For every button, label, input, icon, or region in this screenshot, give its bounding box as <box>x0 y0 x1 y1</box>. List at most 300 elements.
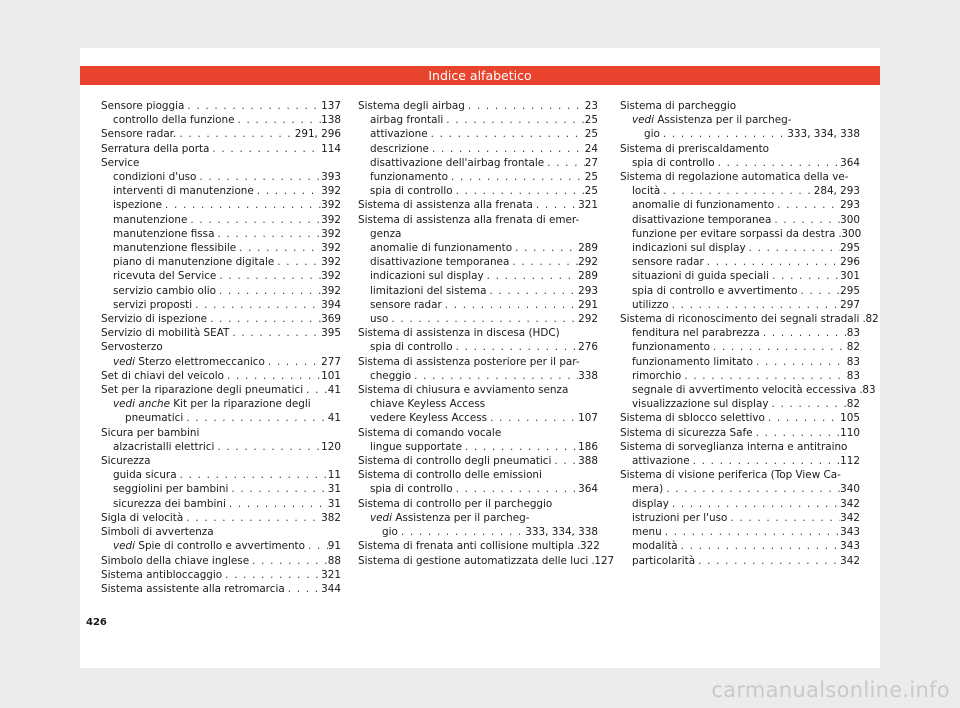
index-entry <box>358 482 598 496</box>
leader-dots <box>226 497 328 511</box>
index-entry-label <box>632 269 769 283</box>
index-entry-label <box>370 241 512 255</box>
index-entry-text: limitazioni del sistema <box>370 284 487 297</box>
index-entry-label <box>370 142 429 156</box>
index-entry-page: 83 <box>862 384 876 397</box>
see-reference: vedi anche <box>113 398 170 411</box>
index-entry-label <box>113 482 228 496</box>
leader-dots <box>678 539 840 553</box>
index-entry-label <box>620 468 841 482</box>
index-entry <box>101 198 341 212</box>
see-reference: vedi <box>370 511 393 524</box>
watermark-text: carmanualsonline.info <box>711 678 950 702</box>
index-entry-page: 41 <box>327 384 341 397</box>
leader-dots <box>411 369 578 383</box>
index-entry-label <box>113 198 162 212</box>
index-entry-text: Set di chiavi del veicolo <box>101 369 224 382</box>
index-entry-text: funzionamento <box>632 341 711 354</box>
leader-dots <box>254 184 321 198</box>
index-entry <box>101 227 341 241</box>
index-entry-page: 11 <box>327 469 341 482</box>
see-reference: vedi <box>113 355 136 368</box>
index-entry-page: 343 <box>840 540 860 553</box>
index-entry-page: 333, 334, 338 <box>787 128 860 141</box>
leader-dots <box>162 198 321 212</box>
index-entry-text: lingue supportate <box>370 440 462 453</box>
index-entry <box>358 241 598 255</box>
leader-dots <box>216 269 321 283</box>
index-entry-page: 364 <box>578 483 598 496</box>
index-entry-label <box>113 241 236 255</box>
index-entry <box>620 369 860 383</box>
leader-dots <box>216 284 321 298</box>
index-entry-text: spia di controllo <box>632 156 715 169</box>
index-entry-label <box>358 468 542 482</box>
index-entry-text: mera) <box>632 483 664 496</box>
index-entry-label <box>620 440 847 454</box>
index-entry-label <box>358 539 574 553</box>
index-entry-text: fenditura nel parabrezza <box>632 327 760 340</box>
index-entry-text: Assistenza per il parcheg- <box>395 511 530 524</box>
index-entry <box>358 340 598 354</box>
index-entry-label <box>358 497 552 511</box>
index-entry-label <box>632 241 746 255</box>
index-entry-label <box>358 383 568 397</box>
leader-dots <box>184 99 321 113</box>
index-entry <box>101 99 341 113</box>
index-column-1 <box>101 99 341 596</box>
index-entry <box>620 525 860 539</box>
index-entry-page: 25 <box>584 185 598 198</box>
index-entry <box>101 113 341 127</box>
index-entry <box>358 539 598 553</box>
index-entry-text: servizi proposti <box>113 298 193 311</box>
index-entry-text: display <box>632 497 669 510</box>
index-entry-label <box>101 99 184 113</box>
index-entry-text: istruzioni per l'uso <box>632 511 728 524</box>
leader-dots <box>533 198 578 212</box>
index-entry-label <box>101 156 139 170</box>
manual-page <box>80 48 880 668</box>
index-entry <box>358 113 598 127</box>
index-entry <box>101 582 341 596</box>
index-entry-label <box>113 355 265 369</box>
index-entry-page: 293 <box>840 199 860 212</box>
index-entry <box>358 156 598 170</box>
index-entry-text: Kit per la riparazione degli <box>173 398 311 411</box>
index-entry <box>101 298 341 312</box>
leader-dots <box>487 284 579 298</box>
index-entry-page: 392 <box>321 256 341 269</box>
index-entry-text: disattivazione dell'airbag frontale <box>370 156 545 169</box>
leader-dots <box>771 213 840 227</box>
index-entry <box>620 326 860 340</box>
index-entry-page: 295 <box>840 284 860 297</box>
leader-dots <box>660 127 787 141</box>
index-entry-label <box>620 170 849 184</box>
index-entry <box>358 454 598 468</box>
index-entry <box>358 284 598 298</box>
index-entry-page: 321 <box>578 199 598 212</box>
index-entry-text: Sistema assistente alla retromarcia <box>101 582 285 595</box>
leader-dots <box>774 198 840 212</box>
index-entry <box>101 340 341 354</box>
index-entry <box>358 411 598 425</box>
index-entry-text: Sigla di velocità <box>101 511 184 524</box>
index-entry-text: Assistenza per il parcheg- <box>657 114 792 127</box>
index-entry <box>620 312 879 326</box>
index-entry-page: 138 <box>321 114 341 127</box>
leader-dots <box>222 568 321 582</box>
index-entry <box>358 554 615 568</box>
index-entry-label <box>632 255 704 269</box>
index-entry-label <box>113 213 187 227</box>
index-entry-page: 82 <box>846 341 860 354</box>
index-entry-text: servizio cambio olio <box>113 284 216 297</box>
index-entry-label <box>101 142 209 156</box>
index-entry-label <box>358 554 588 568</box>
index-entry-label <box>382 525 398 539</box>
index-entry-page: 392 <box>321 213 341 226</box>
index-entry-label <box>125 411 183 425</box>
index-entry-page: 289 <box>578 242 598 255</box>
index-entry-page: 24 <box>584 142 598 155</box>
leader-dots <box>192 298 321 312</box>
index-entry <box>620 340 860 354</box>
index-entry-page: 392 <box>321 199 341 212</box>
leader-dots <box>448 170 585 184</box>
index-entry-text: sensore radar <box>370 298 442 311</box>
index-entry-label <box>632 369 681 383</box>
leader-dots <box>274 255 321 269</box>
index-entry <box>101 440 341 454</box>
index-entry-text: visualizzazione sul display <box>632 398 769 411</box>
index-entry-page: 393 <box>321 171 341 184</box>
index-entry-label <box>370 312 388 326</box>
index-entry-page: 82 <box>846 398 860 411</box>
leader-dots <box>715 156 841 170</box>
index-entry <box>358 99 598 113</box>
index-entry-text: Servosterzo <box>101 341 163 354</box>
index-entry-label <box>358 454 551 468</box>
index-entry-page: 395 <box>321 327 341 340</box>
index-entry-text: Sistema di comando vocale <box>358 426 502 439</box>
leader-dots <box>428 127 585 141</box>
leader-dots <box>214 227 321 241</box>
index-entry-page: 392 <box>321 270 341 283</box>
index-entry <box>620 184 860 198</box>
leader-dots <box>484 269 579 283</box>
index-entry-page: 364 <box>840 156 860 169</box>
index-entry-text: ispezione <box>113 199 162 212</box>
leader-dots <box>727 511 840 525</box>
index-entry-label <box>113 255 274 269</box>
index-entry <box>620 440 860 454</box>
index-entry-text: attivazione <box>632 455 690 468</box>
index-entry-label <box>370 170 448 184</box>
index-entry-label <box>358 99 465 113</box>
index-entry-label <box>632 113 791 127</box>
index-entry <box>101 454 341 468</box>
index-entry-label <box>632 284 797 298</box>
index-entry <box>620 227 860 241</box>
index-entry <box>358 255 598 269</box>
index-entry <box>101 482 341 496</box>
index-entry-text: seggiolini per bambini <box>113 483 229 496</box>
index-entry-text: Sicurezza <box>101 455 151 468</box>
index-entry-label <box>370 156 544 170</box>
index-entry-label <box>101 369 224 383</box>
index-entry <box>620 411 860 425</box>
leader-dots <box>669 298 841 312</box>
index-entry-label <box>358 355 580 369</box>
index-entry <box>101 411 341 425</box>
index-entry-page: 292 <box>578 313 598 326</box>
index-entry-page: 127 <box>594 554 615 567</box>
leader-dots <box>760 326 847 340</box>
index-entry-text: anomalie di funzionamento <box>370 242 513 255</box>
index-entry-text: attivazione <box>370 128 428 141</box>
index-entry-page: 343 <box>840 526 860 539</box>
index-entry <box>101 213 341 227</box>
index-entry-text: Sistema di chiusura e avviamento senza <box>358 384 569 397</box>
leader-dots <box>487 411 578 425</box>
index-entry <box>620 241 860 255</box>
index-entry <box>101 241 341 255</box>
index-entry-text: Sistema di assistenza posteriore per il par- <box>358 355 580 368</box>
leader-dots <box>305 539 328 553</box>
index-entry-label <box>370 284 487 298</box>
index-entry-page: 27 <box>584 156 598 169</box>
index-entry <box>620 255 860 269</box>
index-entry-text: anomalie di funzionamento <box>632 199 775 212</box>
index-entry-text: Sistema degli airbag <box>358 100 465 112</box>
leader-dots <box>663 482 840 496</box>
index-entry <box>101 539 341 553</box>
index-entry <box>358 440 598 454</box>
leader-dots <box>704 255 840 269</box>
leader-dots <box>235 113 322 127</box>
leader-dots <box>183 411 328 425</box>
index-entry <box>358 511 598 525</box>
index-entry-text: segnale di avvertimento velocità eccessiva <box>632 384 857 397</box>
index-entry <box>358 298 598 312</box>
index-entry-label <box>620 142 769 156</box>
index-entry-page: 31 <box>327 483 341 496</box>
index-entry-text: particolarità <box>632 554 696 567</box>
index-entry-text: Sistema di controllo delle emissioni <box>358 469 542 482</box>
index-entry <box>620 213 860 227</box>
index-entry-page: 120 <box>321 440 341 453</box>
index-entry-page: 392 <box>321 185 341 198</box>
leader-dots <box>660 184 813 198</box>
index-entry-page: 83 <box>846 355 860 368</box>
index-entry <box>620 355 860 369</box>
leader-dots <box>388 312 578 326</box>
index-entry-label <box>370 440 462 454</box>
index-entry-label <box>370 127 428 141</box>
index-entry-text: Spie di controllo e avvertimento <box>138 540 305 553</box>
leader-dots <box>196 170 321 184</box>
index-entry-label <box>632 482 663 496</box>
leader-dots <box>769 269 840 283</box>
index-entry-page: 88 <box>327 554 341 567</box>
index-entry-text: Sistema di riconoscimento dei segnali stradali <box>620 313 860 326</box>
index-entry-label <box>113 468 177 482</box>
index-entry-page: 82 <box>865 313 879 326</box>
index-entry <box>101 127 341 141</box>
index-entry <box>101 426 341 440</box>
index-entry <box>620 198 860 212</box>
index-entry-label <box>632 340 710 354</box>
index-entry <box>101 497 341 511</box>
section-header-bar <box>80 66 880 85</box>
index-entry <box>358 383 598 397</box>
index-entry-text: Simboli di avvertenza <box>101 526 214 539</box>
index-entry-text: spia di controllo <box>370 483 453 496</box>
index-entry-text: Serratura della porta <box>101 142 210 155</box>
index-entry-text: piano di manutenzione digitale <box>113 256 275 269</box>
leader-dots <box>753 426 841 440</box>
index-entry <box>358 497 598 511</box>
index-entry-text: vedere Keyless Access <box>370 412 488 425</box>
index-entry-page: 105 <box>840 412 860 425</box>
index-entry-text: Sterzo elettromeccanico <box>138 355 265 368</box>
index-entry-page: 107 <box>578 412 598 425</box>
index-entry-text: Sistema di preriscaldamento <box>620 142 770 155</box>
index-entry <box>101 255 341 269</box>
index-entry-text: Servizio di mobilità SEAT <box>101 327 230 340</box>
leader-dots <box>443 113 585 127</box>
leader-dots <box>462 440 578 454</box>
index-entry <box>620 99 860 113</box>
index-entry <box>101 355 341 369</box>
index-entry-label <box>113 497 226 511</box>
index-entry-label <box>632 156 715 170</box>
index-entry-text: Sistema di assistenza alla frenata <box>358 199 533 212</box>
leader-dots <box>187 213 321 227</box>
index-entry <box>101 568 341 582</box>
index-entry-text: Servizio di ispezione <box>101 313 208 326</box>
index-entry-page: 342 <box>840 554 860 567</box>
index-entry-page: 296 <box>840 256 860 269</box>
index-entry-label <box>101 312 207 326</box>
index-entry-label <box>370 113 443 127</box>
index-entry-text: Sicura per bambini <box>101 426 200 439</box>
leader-dots <box>669 497 840 511</box>
index-entry-page: 110 <box>840 426 860 439</box>
index-entry <box>101 184 341 198</box>
index-entry-page: 300 <box>840 213 860 226</box>
index-entry-text: spia di controllo e avvertimento <box>632 284 798 297</box>
index-entry-label <box>632 511 727 525</box>
index-entry-page: 338 <box>578 369 598 382</box>
index-entry-text: condizioni d'uso <box>113 171 197 184</box>
index-entry-label <box>358 213 579 227</box>
index-entry-text: Sistema antibloccaggio <box>101 568 223 581</box>
leader-dots <box>453 482 579 496</box>
leader-dots <box>429 142 585 156</box>
leader-dots <box>769 397 847 411</box>
index-entry-text: locità <box>632 185 661 198</box>
index-entry <box>101 397 341 411</box>
index-entry-page: 91 <box>327 540 341 553</box>
leader-dots <box>753 355 847 369</box>
leader-dots <box>303 383 328 397</box>
index-entry-text: manutenzione fissa <box>113 227 215 240</box>
index-entry <box>101 170 341 184</box>
leader-dots <box>765 411 840 425</box>
index-entry-page: 392 <box>321 284 341 297</box>
index-entry-page: 83 <box>846 327 860 340</box>
leader-dots <box>690 454 841 468</box>
index-entry-page: 83 <box>846 369 860 382</box>
index-entry <box>101 468 341 482</box>
index-entry <box>358 127 598 141</box>
index-entry <box>358 184 598 198</box>
index-entry <box>358 269 598 283</box>
index-entry <box>358 525 598 539</box>
index-entry <box>620 482 860 496</box>
see-reference: vedi <box>113 540 136 553</box>
index-entry-page: 392 <box>321 227 341 240</box>
leader-dots <box>797 284 840 298</box>
index-entry-label <box>370 511 529 525</box>
index-entry-label <box>101 525 214 539</box>
index-entry-text: sicurezza dei bambini <box>113 497 226 510</box>
index-entry-label <box>101 426 199 440</box>
index-entry-label <box>370 298 442 312</box>
index-entry-text: Sistema di assistenza in discesa (HDC) <box>358 327 560 340</box>
index-entry-text: airbag frontali <box>370 114 444 127</box>
index-entry-text: indicazioni sul display <box>370 270 484 283</box>
index-entry-label <box>644 127 660 141</box>
index-entry-label <box>370 227 401 241</box>
index-entry-page: 101 <box>321 369 341 382</box>
index-entry-label <box>620 411 765 425</box>
index-entry-text: genza <box>370 227 402 240</box>
index-entry-label <box>113 170 196 184</box>
index-entry-text: Sistema di frenata anti collisione multipla <box>358 540 575 553</box>
index-entry-label <box>101 554 249 568</box>
index-entry-label <box>632 539 678 553</box>
index-entry-label <box>370 184 453 198</box>
index-entry-label <box>113 298 192 312</box>
index-entry-label <box>113 397 311 411</box>
index-entry <box>101 383 341 397</box>
index-entry <box>620 269 860 283</box>
index-entry <box>101 284 341 298</box>
leader-dots <box>662 525 840 539</box>
index-entry-label <box>101 582 285 596</box>
index-entry <box>101 525 341 539</box>
index-entry <box>358 312 598 326</box>
index-entry-text: controllo della funzione <box>113 114 235 127</box>
index-entry-text: spia di controllo <box>370 185 453 198</box>
index-entry-label <box>632 383 856 397</box>
leader-dots <box>176 127 294 141</box>
index-entry-page: 295 <box>840 242 860 255</box>
index-entry-text: Sistema di sicurezza Safe <box>620 426 753 439</box>
index-entry-page: 114 <box>321 142 341 155</box>
index-entry <box>358 170 598 184</box>
index-entry-label <box>101 568 222 582</box>
index-entry-label <box>101 340 163 354</box>
index-entry-label <box>370 411 487 425</box>
index-entry-page: 340 <box>840 483 860 496</box>
index-entry-text: Service <box>101 156 140 169</box>
index-entry-page: 186 <box>578 440 598 453</box>
